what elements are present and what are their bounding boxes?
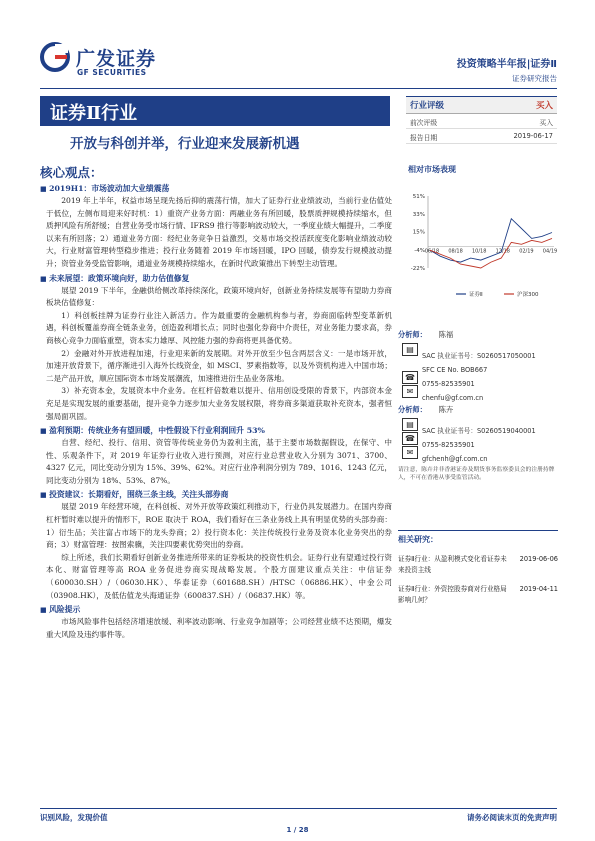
analyst-sac: SAC 执业证书号：S0260517050001 <box>422 352 536 360</box>
rating-box <box>406 96 557 144</box>
email-icon: ✉ <box>402 446 418 459</box>
bullet-square-icon: ■ <box>40 605 50 615</box>
section-paragraph: 展望 2019 年经营环境，在科创板、对外开放等政策红利推动下，行业仍具发展潜力。在国内券商杠杆暂时难以提升的情形下，ROE 取决于 ROA，我们看好在三条业务线上具有明显优势的头部券商：1）衍生品；关注富占市场下的龙头券商；2）投行资本化：关注传统投行业务及资本化业务突出的券商；3）财富管理：按图索骥，关注四要素优势突出的券商。 <box>46 502 392 550</box>
report-subtype: 证券研究报告 <box>512 74 557 83</box>
x-tick-label: 08/18 <box>448 248 463 255</box>
bullet-square-icon: ■ <box>40 273 50 283</box>
section-paragraph: 展望 2019 下半年，金融供给侧改革持续深化，政策环境向好，创新业务持续发展等有望助力券商板块估值修复： <box>46 285 392 308</box>
section-heading-text: 2019H1：市场波动加大业绩震荡 <box>49 184 170 193</box>
analyst-sac: SAC 执业证书号：S0260519040001 <box>422 427 536 435</box>
rating-header <box>406 96 557 114</box>
related-item[interactable] <box>398 584 558 606</box>
analyst-phone-row <box>398 432 558 449</box>
x-tick-label: 02/19 <box>519 248 534 255</box>
related-list <box>398 554 558 614</box>
core-views-title: 核心观点： <box>40 165 103 180</box>
chart-title: 相对市场表现 <box>408 165 456 174</box>
id-card-icon: ▤ <box>402 343 418 356</box>
analyst-email-row <box>398 385 558 402</box>
analyst-sfc: SFC CE No. BOB667 <box>422 366 488 374</box>
analyst-phone-row <box>398 371 558 388</box>
analyst-label: 分析师： <box>398 405 427 414</box>
report-type: 投资策略半年报|证券Ⅱ <box>456 59 557 70</box>
phone-icon: ☎ <box>402 371 418 384</box>
section-heading-text: 投资建议：长期看好，围绕三条主线，关注头部券商 <box>49 490 229 500</box>
report-date-value: 2019-06-17 <box>513 132 553 140</box>
analyst-sac-row <box>398 418 558 435</box>
related-divider <box>398 530 558 531</box>
analyst-email[interactable]: gfchenh@gf.com.cn <box>422 455 488 463</box>
analyst-email-row <box>398 446 558 463</box>
y-tick-label: 33% <box>412 211 425 218</box>
phone-icon: ☎ <box>402 432 418 445</box>
section-heading-text: 风险提示 <box>49 605 81 615</box>
header-divider <box>40 88 557 89</box>
footer-slogan: 识别风险，发现价值 <box>40 813 108 822</box>
analyst-block <box>398 330 558 482</box>
y-tick-label: -22% <box>410 266 425 272</box>
main-column <box>40 181 392 641</box>
analyst-email[interactable]: chenfu@gf.com.cn <box>422 394 484 402</box>
legend-label: 证券Ⅱ <box>469 292 483 298</box>
bullet-square-icon: ■ <box>40 184 50 193</box>
bullet-square-icon: ■ <box>40 426 50 436</box>
analyst-card <box>398 405 558 463</box>
analyst-sac-row <box>398 343 558 360</box>
y-tick-label: 15% <box>412 229 425 236</box>
report-title: 开放与科创并举，行业迎来发展新机遇 <box>70 136 300 152</box>
related-item-title[interactable]: 证券Ⅱ行业：从盈利模式变化看证券未来投资主线 <box>398 555 507 574</box>
footer-disclaimer[interactable]: 请务必阅读末页的免责声明 <box>467 813 557 822</box>
related-item-date: 2019-04-11 <box>519 585 558 593</box>
prev-rating-row <box>406 114 557 129</box>
x-tick-label: 06/18 <box>424 248 440 255</box>
bullet-square-icon: ■ <box>40 490 50 500</box>
section-heading <box>40 489 392 500</box>
industry-title: 证券Ⅱ行业 <box>50 103 138 124</box>
section-heading <box>40 273 392 284</box>
page-number: 1 / 28 <box>286 826 309 834</box>
report-date-label: 报告日期 <box>410 134 438 142</box>
prev-rating-label: 前次评级 <box>410 119 438 127</box>
email-icon: ✉ <box>402 385 418 398</box>
rating-value: 买入 <box>535 101 553 111</box>
analyst-phone: 0755-82535901 <box>422 441 475 449</box>
x-tick-label: 04/19 <box>542 248 558 255</box>
section-paragraph: 自营、经纪、投行、信用、资管等传统业务仍为盈利主流，基于主要市场数据假设，在保守、中性、乐观条件下，对 2019 年证券行业收入进行预测，对应行业总营业收入分别为 3071、3700、4327 亿元，同比变动分别为 15%、39%、62%。对应行业净利润分别为 789、1016、1243 亿元，同比变动分别为 18%、53%、87%。 <box>46 438 392 485</box>
section-heading <box>40 183 392 194</box>
logo-chinese-name: 广发证券 <box>76 48 157 70</box>
section-heading-text: 未来展望：政策环境向好，助力估值修复 <box>49 273 190 283</box>
section-paragraph: 市场风险事件包括经济增速放缓、利率波动影响、行业竞争加剧等；公司经营业绩不达预期，爆发重大风险及违约事件等。 <box>46 617 392 639</box>
related-item[interactable] <box>398 554 558 576</box>
analyst-name: 陈福 <box>438 330 454 339</box>
section-heading-text: 盈利预期：传统业务有望回暖，中性假设下行业利润回升 53% <box>49 426 265 436</box>
contact-note: 请注意，陈卉并非香港证券及期货事务监察委员会的注册持牌人，不可在香港从事受监管活动。 <box>398 467 555 481</box>
id-card-icon: ▤ <box>402 418 418 431</box>
section-paragraph: 1）科创板挂牌为证券行业注入新活力。作为最重要的金融机构参与者，券商面临转型变革新机遇，科创板覆盖券商全链条业务，创造盈利增长点；同时也强化券商中介责任，对业务能力要求高，券商核心竞争力面临重塑，资本实力雄厚、风控能力强的券商将更具备优势。 <box>46 310 392 345</box>
related-title: 相关研究： <box>398 535 438 544</box>
rating-title: 行业评级 <box>410 101 445 111</box>
section-heading <box>40 604 392 615</box>
legend-label: 沪深300 <box>517 292 539 298</box>
related-item-date: 2019-06-06 <box>519 555 558 563</box>
y-tick-label: -4% <box>414 248 425 255</box>
footer-divider <box>40 808 557 809</box>
analyst-sfc-row <box>398 357 558 374</box>
relative-performance-chart <box>406 190 558 305</box>
section-paragraph: 2）金融对外开放进程加速，行业迎来新的发展期。对外开放至少包含两层含义：一是市场开放，加速开放背景下，循序渐进引入海外长线资金，如 MSCI、罗素指数等，以及外资机构进入中国市场；二是产品开放，顺应国际资本市场发展潮流，加速推进衍生品业务落地。 <box>46 348 392 383</box>
x-tick-label: 12/18 <box>495 248 511 255</box>
analyst-name: 陈卉 <box>438 405 454 414</box>
section-paragraph: 3）补充资本金，发展资本中介业务。在杠杆倍数难以提升、信用创设受限的背景下，内部资本金充足是实现发展的重要基础，提升竞争力逐步加大业务发展权限，将券商多渠道获取补充资本，强者恒强局面巩固。 <box>46 386 392 421</box>
analyst-name-row <box>398 405 558 415</box>
y-tick-label: 51% <box>412 194 425 200</box>
analyst-label: 分析师： <box>398 330 427 339</box>
related-item-title[interactable]: 证券Ⅱ行业：外资控股券商对行业格局影响几何？ <box>398 585 507 604</box>
analyst-card <box>398 330 558 402</box>
logo-english-name: GF SECURITIES <box>77 68 147 77</box>
analyst-name-row <box>398 330 558 340</box>
section-paragraph: 2019 年上半年，权益市场呈现先扬后抑的震荡行情，加大了证券行业业绩波动，当前行业估值处于低位，左侧布局迎来好时机：1）重资产业务方面：两融业务有所回暖，股票质押规模持续缩水，但质押风险有所舒缓；自营业务受市场行情、IFRS9 推行等影响波动较大，一季度业绩大幅提升，二季度以来有所回落；2）通道业务方面：经纪业务竞争日益激烈，交易市场交投活跃度变化影响业绩波动较大，行业财富管理转型稳步推进；投行业务随着 2019 年市场回暖，IPO 回暖，债券发行规模波动提升；资管业务受监管影响，通道业务规模持续缩水，在新时代政策推出下转型主动管理。 <box>46 196 392 268</box>
analyst-phone: 0755-82535901 <box>422 380 475 388</box>
section-paragraph: 综上所述，我们长期看好创新业务推进所带来的证券板块的投资性机会。证券行业有望通过投行资本化、财富管理等高 ROA 业务促进券商实现战略发展。个股方面建议重点关注：中信证券（600030.SH）/（06030.HK）、华泰证券（601688.SH）/HTSC（06886.HK）、中金公司（03908.HK），及低估值龙头海通证券（600837.SH）/（06837.HK）等。 <box>46 552 392 600</box>
report-date-row <box>406 129 557 144</box>
section-heading <box>40 425 392 436</box>
x-tick-label: 10/18 <box>471 248 487 255</box>
gf-logo-icon <box>40 42 70 72</box>
prev-rating-value: 买入 <box>539 119 553 127</box>
